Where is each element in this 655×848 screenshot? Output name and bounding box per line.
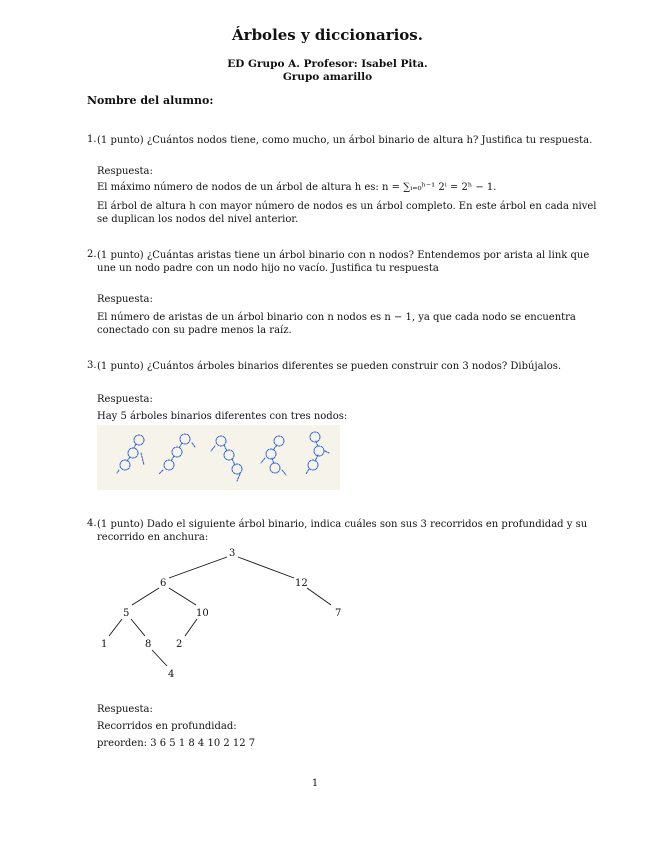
tree-node: 5 bbox=[123, 608, 130, 619]
question-4-text-line-1: (1 punto) Dado el siguiente árbol binario, indica cuáles son sus 3 recorridos en profundidad y su bbox=[97, 519, 588, 530]
page-title: Árboles y diccionarios. bbox=[232, 26, 423, 44]
question-1-answer-line-1: El máximo número de nodos de un árbol de altura h es: n = ∑ᵢ₌₀ʰ⁻¹ 2ⁱ = 2ʰ − 1. bbox=[97, 182, 497, 193]
edge-6-10 bbox=[169, 588, 196, 605]
tree-node: 6 bbox=[160, 578, 167, 589]
tree-node: 3 bbox=[229, 548, 236, 559]
tree-node: 4 bbox=[168, 669, 175, 680]
question-4-answer-line-1: Recorridos en profundidad: bbox=[97, 721, 237, 732]
subtitle-course: ED Grupo A. Profesor: Isabel Pita. bbox=[227, 58, 428, 70]
question-3-answer-line-1: Hay 5 árboles binarios diferentes con tres nodos: bbox=[97, 411, 348, 422]
question-2-text-line-1: (1 punto) ¿Cuántas aristas tiene un árbol binario con n nodos? Entendemos por arista al link que bbox=[97, 250, 590, 261]
edge-5-1 bbox=[109, 619, 122, 636]
question-1-text: (1 punto) ¿Cuántos nodos tiene, como mucho, un árbol binario de altura h? Justifica tu respuesta. bbox=[97, 135, 593, 146]
tree-node: 7 bbox=[335, 608, 342, 619]
question-4-answer-label: Respuesta: bbox=[97, 704, 153, 715]
question-3-answer-label: Respuesta: bbox=[97, 394, 153, 405]
edge-6-5 bbox=[132, 588, 159, 605]
question-2-text-line-2: une un nodo padre con un nodo hijo no vacío. Justifica tu respuesta bbox=[97, 263, 439, 274]
tree-node: 2 bbox=[176, 639, 183, 650]
student-name-label: Nombre del alumno: bbox=[87, 94, 214, 107]
tree-node: 1 bbox=[101, 639, 108, 650]
question-2-answer-label: Respuesta: bbox=[97, 294, 153, 305]
question-3-text: (1 punto) ¿Cuántos árboles binarios diferentes se pueden construir con 3 nodos? Dibújalos. bbox=[97, 361, 562, 372]
edge-3-6 bbox=[169, 557, 227, 578]
question-1-answer-line-3: se duplican los nodos del nivel anterior. bbox=[97, 214, 299, 225]
question-1-answer-line-2: El árbol de altura h con mayor número de nodos es un árbol completo. En este árbol en cada nivel bbox=[97, 201, 597, 212]
question-2-answer-line-2: conectado con su padre menos la raíz. bbox=[97, 325, 292, 336]
edge-3-12 bbox=[238, 557, 294, 578]
question-4-number: 4. bbox=[87, 518, 97, 529]
tree-node: 10 bbox=[196, 608, 209, 619]
question-3-number: 3. bbox=[87, 360, 97, 371]
question-1-number: 1. bbox=[87, 134, 97, 145]
edge-10-2 bbox=[185, 619, 197, 636]
subtitle-group: Grupo amarillo bbox=[282, 71, 373, 83]
tree-node: 8 bbox=[145, 639, 152, 650]
edge-5-8 bbox=[131, 619, 145, 636]
question-1-answer-label: Respuesta: bbox=[97, 166, 153, 177]
edge-12-7 bbox=[307, 588, 331, 605]
page-number: 1 bbox=[311, 778, 319, 789]
tree-node: 12 bbox=[295, 578, 308, 589]
edge-8-4 bbox=[152, 650, 167, 666]
question-4-answer-line-2: preorden: 3 6 5 1 8 4 10 2 12 7 bbox=[97, 738, 256, 749]
question-2-answer-line-1: El número de aristas de un árbol binario con n nodos es n − 1, ya que cada nodo se encuentra bbox=[97, 312, 576, 323]
question-2-number: 2. bbox=[87, 249, 97, 260]
question-4-text-line-2: recorrido en anchura: bbox=[97, 532, 209, 543]
